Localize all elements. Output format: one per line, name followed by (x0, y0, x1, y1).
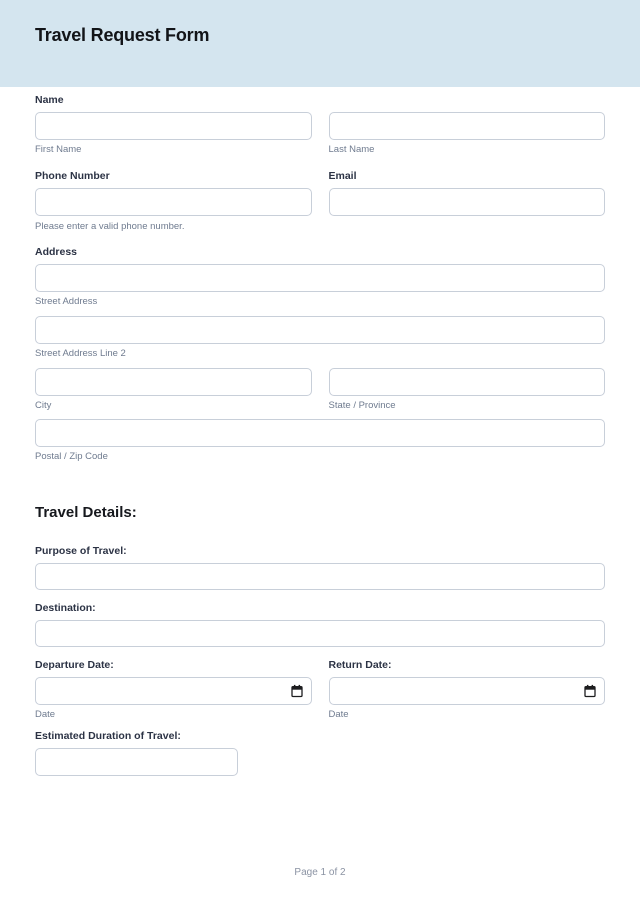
dates-field-group (35, 659, 605, 721)
purpose-field-group (35, 545, 605, 590)
calendar-icon[interactable] (584, 685, 596, 698)
return-date-sublabel: Date (328, 709, 349, 720)
phone-input[interactable] (35, 188, 312, 216)
postal-zip-sublabel: Postal / Zip Code (35, 451, 108, 462)
departure-date-label: Departure Date: (35, 659, 114, 671)
last-name-input[interactable] (329, 112, 606, 140)
postal-zip-input[interactable] (35, 419, 605, 447)
email-input[interactable] (329, 188, 606, 216)
departure-date-input[interactable] (35, 677, 312, 705)
email-label: Email (328, 170, 357, 182)
duration-label: Estimated Duration of Travel: (35, 730, 181, 742)
duration-input[interactable] (35, 748, 238, 776)
destination-label: Destination: (35, 602, 96, 614)
phone-email-field-group (35, 170, 605, 233)
address-field-group (35, 246, 605, 463)
page-title: Travel Request Form (35, 25, 210, 45)
last-name-sublabel: Last Name (328, 144, 375, 155)
return-date-label: Return Date: (328, 659, 392, 671)
form-body (0, 87, 640, 776)
first-name-input[interactable] (35, 112, 312, 140)
name-field-group (35, 94, 605, 156)
return-date-input[interactable] (329, 677, 606, 705)
name-label: Name (35, 94, 64, 106)
travel-details-heading: Travel Details: (35, 504, 137, 521)
city-sublabel: City (35, 400, 52, 411)
destination-input[interactable] (35, 620, 605, 647)
phone-label: Phone Number (35, 170, 110, 182)
city-input[interactable] (35, 368, 312, 396)
address-label: Address (35, 246, 78, 258)
purpose-label: Purpose of Travel: (35, 545, 127, 557)
departure-date-sublabel: Date (35, 709, 56, 720)
form-header (0, 0, 640, 87)
page-indicator: Page 1 of 2 (294, 867, 346, 878)
street-address-line2-sublabel: Street Address Line 2 (35, 348, 126, 359)
first-name-sublabel: First Name (35, 144, 82, 155)
page-footer (0, 862, 640, 880)
duration-field-group (35, 730, 605, 776)
state-province-sublabel: State / Province (328, 400, 396, 411)
street-address-sublabel: Street Address (35, 296, 98, 307)
state-province-input[interactable] (329, 368, 606, 396)
purpose-input[interactable] (35, 563, 605, 590)
street-address-input[interactable] (35, 264, 605, 292)
destination-field-group (35, 602, 605, 647)
street-address-line2-input[interactable] (35, 316, 605, 344)
phone-helper-text: Please enter a valid phone number. (35, 221, 185, 232)
calendar-icon[interactable] (291, 685, 303, 698)
